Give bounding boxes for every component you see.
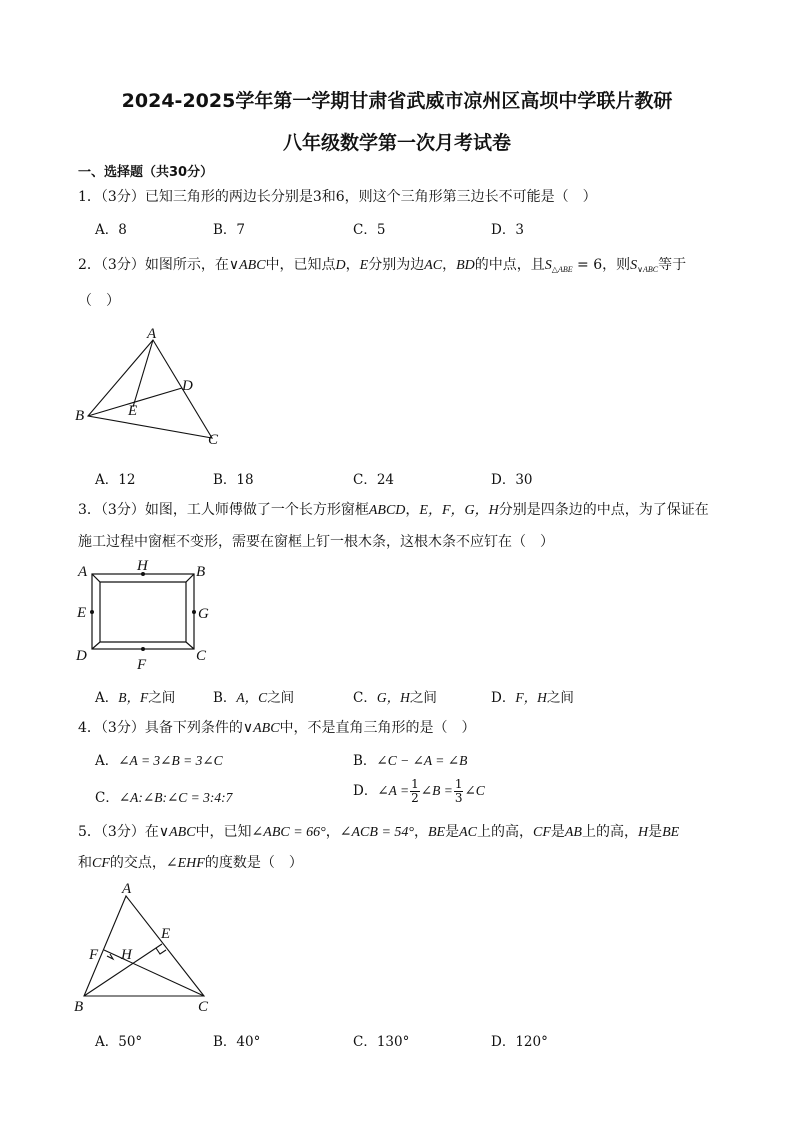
section-heading: 一、选择题（共30分）	[78, 165, 214, 180]
option-math: ∠A:∠B:∠C = 3:4:7	[118, 790, 233, 805]
option-label: D．	[491, 690, 516, 706]
math-eq: = 6	[572, 257, 603, 273]
q5-option-d[interactable]: D．120°	[491, 1034, 548, 1050]
label-a: A	[122, 881, 132, 897]
option-math: ∠A =	[377, 783, 410, 798]
question-text: 上的高，	[476, 824, 533, 840]
option-points: F，H	[515, 690, 547, 705]
q4-option-d[interactable]	[353, 778, 485, 805]
q5-option-c[interactable]: C．130°	[353, 1034, 410, 1050]
q4-option-c[interactable]	[95, 786, 232, 806]
question-4	[78, 717, 476, 737]
label-c: C	[198, 999, 209, 1015]
page-subtitle: 八年级数学第一次月考试卷	[282, 132, 511, 154]
q3-option-a[interactable]	[95, 686, 175, 706]
question-text: 如图，工人师傅做了一个长方形窗框	[144, 502, 369, 518]
question-2	[78, 254, 686, 274]
triangle-abc	[84, 896, 204, 996]
option-math: ∠C − ∠A = ∠B	[376, 753, 468, 768]
fraction-third	[454, 778, 464, 805]
label-b: B	[196, 564, 206, 580]
label-a: A	[78, 564, 88, 580]
math-abcd: ABCD	[368, 503, 406, 518]
question-score: （3分）	[100, 502, 145, 518]
option-label: B．	[353, 753, 377, 769]
math-sub: △ABE	[551, 265, 573, 274]
option-math: ∠A = 3∠B = 3∠C	[118, 753, 223, 768]
punct: ，	[405, 502, 420, 518]
option-label: C．	[95, 790, 119, 806]
right-angle-f	[107, 954, 113, 959]
punct: ，	[413, 824, 428, 840]
option-label: D．	[353, 783, 378, 799]
fraction-numerator: 1	[454, 777, 463, 791]
math-s-abe: S	[544, 258, 552, 273]
fraction-half	[410, 778, 420, 805]
point-g	[192, 610, 196, 614]
math-bd: BD	[456, 258, 475, 273]
label-a: A	[147, 326, 157, 342]
q2-option-b[interactable]: B．18	[213, 472, 254, 488]
question-5-line2	[78, 852, 303, 872]
option-label: B．	[213, 690, 237, 706]
question-text: 是	[445, 824, 460, 840]
q1-option-b[interactable]: B．7	[213, 222, 246, 238]
label-d: D	[182, 378, 193, 394]
question-number: 1．	[78, 189, 101, 205]
fraction-denominator: 3	[454, 791, 463, 805]
math-ac: AC	[424, 258, 443, 273]
option-points: G，H	[376, 690, 410, 705]
option-text: 之间	[409, 690, 437, 706]
q3-option-c[interactable]	[353, 686, 437, 706]
option-text: 之间	[546, 690, 574, 706]
question-text: 分别是四条边的中点，为了保证在	[498, 502, 709, 518]
question-text: 的交点，	[109, 855, 166, 871]
q5-option-a[interactable]: A．50°	[95, 1034, 143, 1050]
q3-option-b[interactable]	[213, 686, 294, 706]
math-d: D	[335, 258, 346, 273]
segment-ae	[133, 340, 153, 407]
question-text: 是	[648, 824, 663, 840]
question-number: 3．	[78, 502, 101, 518]
triangle-abc	[88, 340, 212, 438]
q2-option-d[interactable]: D．30	[491, 472, 533, 488]
page-title: 2024-2025学年第一学期甘肃省武威市凉州区高坝中学联片教研	[121, 90, 673, 112]
outer-frame	[92, 574, 194, 649]
q2-paren: （ ）	[78, 293, 120, 309]
question-text: 在∨	[144, 824, 170, 840]
question-text: 是	[550, 824, 565, 840]
question-text: 的中点，且	[474, 257, 545, 273]
q3-option-d[interactable]	[491, 686, 574, 706]
question-text: 具备下列条件的∨	[144, 720, 254, 736]
math-be: BE	[427, 825, 446, 840]
question-text: 如图所示，在∨	[144, 257, 240, 273]
label-f: F	[137, 657, 147, 673]
math-angle: ∠ACB = 54°	[339, 825, 414, 840]
question-text: 的度数是（ ）	[204, 855, 303, 871]
math-abc: ABC	[169, 825, 196, 840]
question-score: （3分）	[100, 189, 145, 205]
option-label: C．	[353, 690, 377, 706]
fraction-numerator: 1	[411, 777, 419, 791]
q1-option-d[interactable]: D．3	[491, 222, 524, 238]
math-abc: ABC	[253, 721, 280, 736]
label-c: C	[196, 648, 207, 664]
question-text: 中，不是直角三角形的是（ ）	[279, 720, 476, 736]
point-e	[90, 610, 94, 614]
math-be: BE	[662, 825, 680, 840]
question-score: （3分）	[100, 824, 145, 840]
label-b: B	[75, 408, 85, 424]
math-abc: ABC	[239, 258, 266, 273]
math-angle: ∠ABC = 66°	[251, 825, 326, 840]
question-1	[78, 186, 597, 206]
math-cf: CF	[92, 856, 110, 871]
question-number: 2．	[78, 257, 101, 273]
math-efgh: E，F，G，H	[419, 503, 499, 518]
label-e: E	[77, 605, 87, 621]
q3-figure	[70, 556, 220, 674]
label-g: G	[198, 606, 209, 622]
math-ab: AB	[564, 825, 582, 840]
q5-option-b[interactable]: B．40°	[213, 1034, 261, 1050]
option-label: A．	[95, 690, 119, 706]
math-e: E	[359, 258, 369, 273]
label-c: C	[208, 432, 219, 448]
option-points: B，F	[118, 690, 149, 705]
question-text: 已知三角形的两边长分别是3和6，则这个三角形第三边长不可能是（ ）	[144, 189, 597, 205]
question-3-line2: 施工过程中窗框不变形，需要在窗框上钉一根木条，这根木条不应钉在（ ）	[78, 534, 554, 550]
label-h: H	[137, 558, 148, 574]
option-text: 之间	[267, 690, 295, 706]
question-score: （3分）	[100, 720, 145, 736]
point-f	[141, 647, 145, 651]
question-number: 5．	[78, 824, 101, 840]
label-b: B	[74, 999, 84, 1015]
label-e: E	[128, 403, 138, 419]
question-text: 中，已知	[195, 824, 252, 840]
question-text: 等于	[658, 257, 687, 273]
option-label: A．	[95, 753, 119, 769]
q1-option-a[interactable]: A．8	[95, 222, 127, 238]
label-e: E	[161, 926, 171, 942]
math-h: H	[637, 825, 649, 840]
q5-figure	[70, 878, 230, 1018]
question-text: 和	[78, 855, 92, 871]
right-angle-e	[156, 948, 166, 954]
label-f: F	[89, 947, 99, 963]
option-points: A，C	[236, 690, 268, 705]
q4-option-b[interactable]	[353, 749, 467, 769]
question-3	[78, 499, 709, 519]
q2-option-c[interactable]: C．24	[353, 472, 395, 488]
label-d: D	[76, 648, 87, 664]
label-h: H	[121, 947, 132, 963]
punct: ，	[325, 824, 340, 840]
math-s-abc: S	[630, 258, 638, 273]
question-number: 4．	[78, 720, 101, 736]
question-text: 上的高，	[581, 824, 638, 840]
q2-figure	[70, 320, 230, 450]
option-math: ∠C	[464, 783, 485, 798]
option-text: 之间	[148, 690, 176, 706]
question-5	[78, 821, 679, 841]
question-text: ，则	[602, 257, 631, 273]
math-cf: CF	[532, 825, 551, 840]
math-sub: ∨ABC	[637, 265, 659, 274]
question-text: 中，已知点	[265, 257, 336, 273]
q4-option-a[interactable]	[95, 749, 223, 769]
q2-option-a[interactable]: A．12	[95, 472, 136, 488]
math-ac: AC	[459, 825, 477, 840]
fraction-denominator: 2	[411, 791, 419, 805]
punct: ，	[345, 257, 360, 273]
punct: ，	[442, 257, 457, 273]
option-math: ∠B =	[420, 783, 453, 798]
math-angle: ∠EHF	[165, 856, 205, 871]
q1-option-c[interactable]: C．5	[353, 222, 386, 238]
question-score: （3分）	[100, 257, 145, 273]
question-text: 分别为边	[368, 257, 425, 273]
